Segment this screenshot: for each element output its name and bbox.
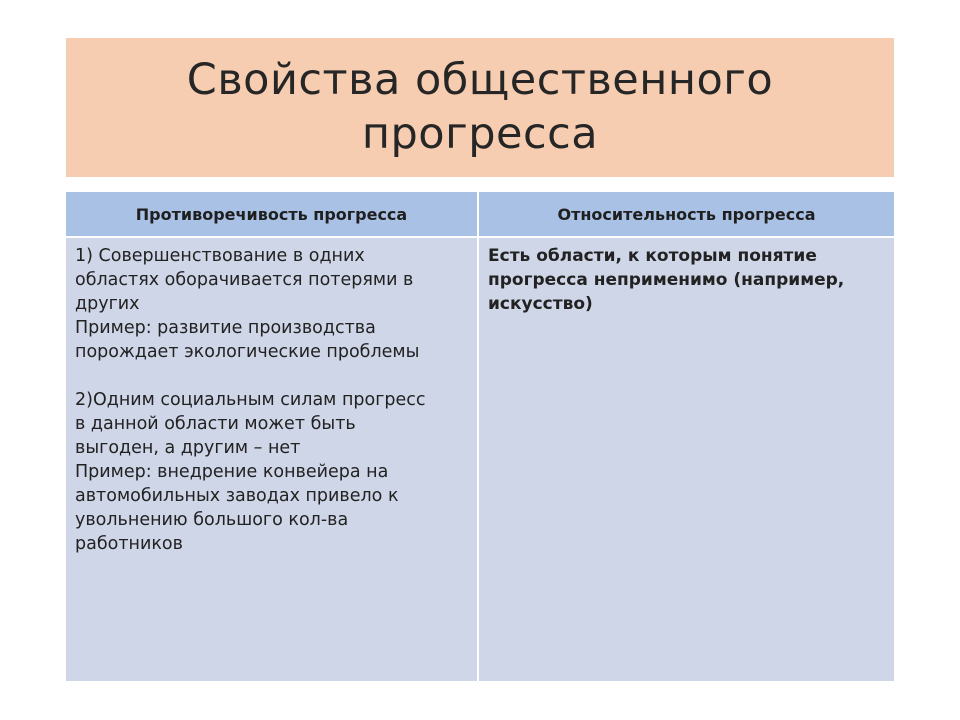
relativity-cell xyxy=(479,236,894,681)
contradiction-point-1: 1) Совершенствование в одних областях оборачивается потерями в других Пример: развитие производства порождает экологические проблемы xyxy=(75,246,420,362)
header-contradiction xyxy=(66,192,479,236)
header-contradiction-label: Противоречивость прогресса xyxy=(135,204,408,224)
slide-title: Свойства общественного прогресса xyxy=(186,54,774,159)
title-band xyxy=(66,38,894,177)
header-relativity-label: Относительность прогресса xyxy=(557,204,816,224)
contradiction-cell xyxy=(66,236,479,681)
header-relativity xyxy=(479,192,894,236)
relativity-text: Есть области, к которым понятие прогресса неприменимо (например, искусство) xyxy=(488,246,845,314)
contradiction-point-2: 2)Одним социальным силам прогресс в данной области может быть выгоден, а другим – нет Пример: внедрение конвейера на автомобильных заводах привело к увольнению большого кол-ва работников xyxy=(75,390,426,554)
properties-table xyxy=(66,192,894,681)
